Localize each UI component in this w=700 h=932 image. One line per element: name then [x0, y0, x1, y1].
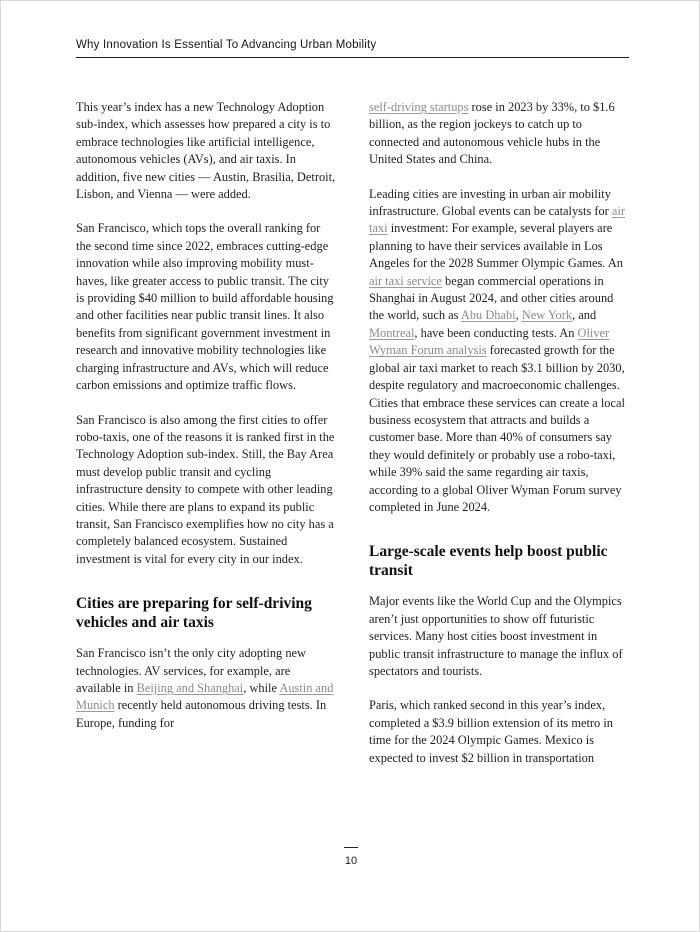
page-footer: [1, 847, 700, 867]
inline-link[interactable]: Austin and Munich: [76, 680, 334, 713]
inline-link[interactable]: self-driving startups: [369, 100, 469, 114]
body-paragraph: San Francisco isn’t the only city adopting new technologies. AV services, for example, are available in Beijing and Shanghai, while Austin and Munich recently held autonomous driving tests. In Europe, funding for: [76, 646, 334, 730]
body-paragraph: San Francisco, which tops the overall ranking for the second time since 2022, embraces cutting-edge innovation while also improving mobility must-haves, like greater access to public transit. The city is providing $40 million to build affordable housing and other facilities near public transit lines. It also benefits from significant government investment in research and innovative mobility technologies like charging infrastructure and AVs, which will reduce carbon emissions and optimize traffic flows.: [76, 221, 334, 393]
inline-link[interactable]: Abu Dhabi: [460, 308, 516, 323]
body-paragraph: This year’s index has a new Technology Adoption sub-index, which assesses how prepared a city is to embrace technologies like artificial intelligence, autonomous vehicles (AVs), and air taxis. In addition, five new cities — Austin, Brasilia, Detroit, Lisbon, and Vienna — were added.: [76, 100, 336, 202]
left-column: [76, 99, 336, 784]
body-paragraph: Major events like the World Cup and the Olympics aren’t just opportunities to show off futuristic services. Many host cities boost investment in public transit infrastructure to manage the influx of spectators and tourists.: [369, 594, 623, 678]
body-paragraph: Leading cities are investing in urban air mobility infrastructure. Global events can be catalysts for air taxi investment: For example, several players are planning to have their services available in Los Angeles for the 2028 Summer Olympic Games. An air taxi service began commercial operations in Shanghai in August 2024, and other cities around the world, such as Abu Dhabi, New York, and Montreal, have been conducting tests. An Oliver Wyman Forum analysis forecasted growth for the global air taxi market to reach $3.1 billion by 2030, despite regulatory and macroeconomic challenges. Cities that embrace these services can create a local business ecosystem that attracts and builds a customer base. More than 40% of consumers say they would definitely or probably use a robo-taxi, while 39% said the same regarding air taxis, according to a global Oliver Wyman Forum survey completed in June 2024.: [369, 186, 625, 514]
page-body: [76, 99, 629, 784]
right-column: [369, 99, 629, 784]
footer-rule: [344, 847, 358, 848]
inline-link[interactable]: New York: [521, 308, 573, 323]
header-rule: [76, 57, 629, 58]
page-number: 10: [344, 855, 358, 867]
inline-link[interactable]: air taxi service: [369, 273, 442, 288]
inline-link[interactable]: Montreal: [369, 325, 415, 340]
body-paragraph: San Francisco is also among the first cities to offer robo-taxis, one of the reasons it is ranked first in the Technology Adoption sub-index. Still, the Bay Area must develop public transit and cycling infrastructure density to compete with other leading cities. While there are plans to expand its public transit, San Francisco exemplifies how no city has a completely balanced ecosystem. Sustained investment is vital for every city in our index.: [76, 412, 335, 566]
section-heading: Cities are preparing for self-driving vehicles and air taxis: [76, 595, 312, 632]
inline-link[interactable]: Oliver Wyman Forum analysis: [369, 325, 610, 358]
running-header: Why Innovation Is Essential To Advancing Urban Mobility: [76, 39, 377, 51]
body-paragraph: self-driving startups rose in 2023 by 33%, to $1.6 billion, as the region jockeys to catch up to connected and autonomous vehicle hubs in the United States and China.: [369, 100, 615, 167]
inline-link[interactable]: air taxi: [369, 204, 625, 236]
body-paragraph: Paris, which ranked second in this year’s index, completed a $3.9 billion extension of its metro in time for the 2024 Olympic Games. Mexico is expected to invest $2 billion in transportation: [369, 698, 613, 765]
section-heading: Large-scale events help boost public transit: [369, 543, 608, 580]
inline-link[interactable]: Beijing and Shanghai: [136, 680, 244, 695]
